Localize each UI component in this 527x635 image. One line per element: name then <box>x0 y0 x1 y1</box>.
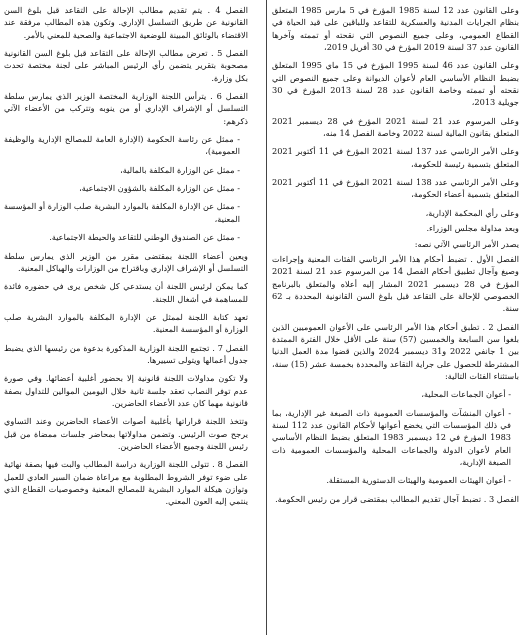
paragraph: وعلى المرسوم عدد 21 لسنة 2021 المؤرخ في 28 ديسمبر 2021 المتعلق بقانون المالية لسنة 2022 وخاصة الفصل 14 منه، <box>272 115 519 139</box>
list-item: - أعوان المنشآت والمؤسسات العمومية ذات الصبغة غير الإدارية، بما في ذلك المؤسسات التي يخضع أعوانها لأحكام القانون عدد 112 لسنة 1983 المؤرخ في 12 ديسمبر 1983 المتعلق بضبط النظام الأساسي العام لأعوان الدولة والجماعات المحلية والمؤسسات العمومية ذات الصبغة الإدارية، <box>272 407 512 467</box>
paragraph: وعلى القانون عدد 12 لسنة 1985 المؤرخ في 5 مارس 1985 المتعلق بنظام الجرايات المدنية والعسكرية للتقاعد وللباقين على قيد الحياة في القطاع العمومي، وعلى جميع النصوص التي نقحته أو تممته وآخرها القانون عدد 37 لسنة 2019 المؤرخ في 30 أفريل 2019، <box>272 5 519 53</box>
paragraph: يصدر الأمر الرئاسي الآتي نصه: <box>414 238 519 249</box>
list-item: - ممثل عن الإدارة المكلفة بالموارد البشرية صلب الوزارة أو المؤسسة المعنية، <box>4 201 240 224</box>
paragraph: وعلى القانون عدد 46 لسنة 1995 المؤرخ في 15 ماي 1995 المتعلق بضبط النظام الأساسي العام لأعوان الديوانة وعلى جميع النصوص التي نقحته أو تممته وخاصة القانون عدد 28 لسنة 2013 المؤرخ في 30 جويلية 2013، <box>272 60 519 108</box>
article-1: الفصل الأول . تضبط أحكام هذا الأمر الرئاسي الفئات المعنية وإجراءات وصيغ وآجال تطبيق أحكام الفصل 14 من المرسوم عدد 21 لسنة 2021 المؤرخ في 28 ديسمبر 2021 المشار إليه أعلاه والمتعلق بالبرنامج الخصوصي للإحالة على التقاعد قبل بلوغ السن القانونية المحددة بـ 62 سنة. <box>272 253 519 314</box>
article-3: الفصل 3 . تضبط آجال تقديم المطالب بمقتضى قرار من رئيس الحكومة. <box>275 493 519 504</box>
paragraph: ولا تكون مداولات اللجنة قانونية إلا بحضور أغلبية أعضائها. وفي صورة عدم توفر النصاب تعقد جلسة ثانية خلال اليومين الموالين للتداول بصفة قانونية مهما كان عدد الأعضاء الحاضرين. <box>4 373 248 408</box>
right-column <box>272 4 519 633</box>
paragraph: وتتخذ اللجنة قراراتها بأغلبية أصوات الأعضاء الحاضرين وعند التساوي يرجح صوت الرئيس. وتضمن مداولاتها بمحاضر جلسات ممضاة من قبل رئيس اللجنة وجميع الأعضاء الحاضرين. <box>4 416 248 451</box>
article-2: الفصل 2 . تطبق أحكام هذا الأمر الرئاسي على الأعوان العموميين الذين بلغوا سن السابعة والخمسين (57) سنة على الأقل خلال الفترة الممتدة بين 1 جانفي 2022 و31 ديسمبر 2024 والذين قضوا مدة العمل الدنيا المشترطة للحصول على جراية التقاعد والمحددة بخمسة عشر (15) سنة، باستثناء الفئات التالية: <box>272 321 519 381</box>
list-item: - ممثل عن الوزارة المكلفة بالشؤون الاجتماعية، <box>79 183 240 194</box>
list-item: - أعوان الهيئات العمومية والهيئات الدستورية المستقلة. <box>326 475 511 486</box>
paragraph: وبعد مداولة مجلس الوزراء. <box>426 223 519 234</box>
list-item: - ممثل عن الصندوق الوطني للتقاعد والحيطة الاجتماعية. <box>49 232 240 243</box>
paragraph: وعلى الأمر الرئاسي عدد 138 لسنة 2021 المؤرخ في 11 أكتوبر 2021 المتعلق بتسمية أعضاء الحكومة، <box>272 177 519 200</box>
paragraph: تعهد كتابة اللجنة لممثل عن الإدارة المكلفة بالموارد البشرية صلب الوزارة أو المؤسسة المعنية. <box>4 311 248 335</box>
column-divider <box>266 0 267 635</box>
list-item: - ممثل عن رئاسة الحكومة (الإدارة العامة للمصالح الإدارية والوظيفة العمومية)، <box>4 134 240 157</box>
article-4: الفصل 4 . يتم تقديم مطالب الإحالة على التقاعد قبل بلوغ السن القانونية عن طريق التسلسل الإداري. وتكون هذه المطالب مرفقة عند الاقتضاء بالوثائق المبينة للوضعية الاجتماعية والصحية للمعني بالأمر. <box>4 5 248 40</box>
paragraph: كما يمكن لرئيس اللجنة أن يستدعي كل شخص يرى في حضوره فائدة للمساهمة في أشغال اللجنة. <box>4 281 248 304</box>
article-5: الفصل 5 . تعرض مطالب الإحالة على التقاعد قبل بلوغ السن القانونية مصحوبة بتقرير يتضمن رأي الرئيس المباشر على لجنة مختصة تحدث بكل وزارة. <box>4 48 248 83</box>
list-item: - أعوان الجماعات المحلية، <box>421 389 511 400</box>
article-7: الفصل 7 . تجتمع اللجنة الوزارية المذكورة بدعوة من رئيسها الذي يضبط جدول أعمالها ويتولى تسييرها. <box>4 342 248 365</box>
article-8: الفصل 8 . تتولى اللجنة الوزارية دراسة المطالب والبت فيها بصفة نهائية على ضوء توفر الشروط المطلوبة مع مراعاة ضمان السير العادي للعمل وتوازن هيكلة الموارد البشرية للمصالح المعنية وخصوصيات القطاع الذي ينتمي إليه العون المعني. <box>4 459 248 507</box>
left-column <box>4 4 248 633</box>
list-item: - ممثل عن الوزارة المكلفة بالمالية، <box>120 164 240 175</box>
paragraph: ويعين أعضاء اللجنة بمقتضى مقرر من الوزير الذي يمارس سلطة التسلسل أو الإشراف الإداري وباقتراح من الوزارات والهياكل المعنية. <box>4 250 248 273</box>
article-6: الفصل 6 . يترأس اللجنة الوزارية المختصة الوزير الذي يمارس سلطة التسلسل أو الإشراف الإداري أو من ينوبه وتتركب من الأعضاء الآتي ذكرهم: <box>4 91 248 126</box>
paragraph: وعلى رأي المحكمة الإدارية، <box>425 207 519 218</box>
paragraph: وعلى الأمر الرئاسي عدد 137 لسنة 2021 المؤرخ في 11 أكتوبر 2021 المتعلق بتسمية رئيسة للحكومة، <box>272 146 519 169</box>
